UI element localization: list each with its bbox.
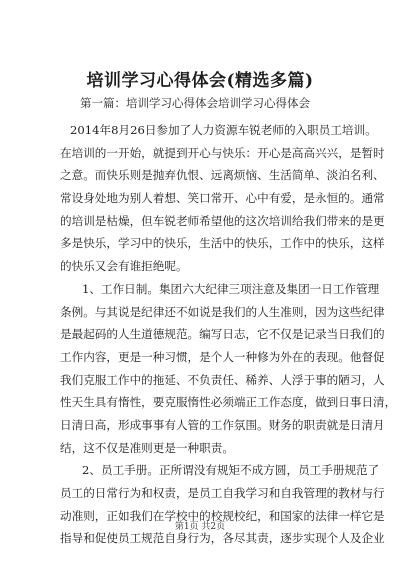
text-line: 性天生具有惰性，要克服惰性必须端正工作态度，做到日事日清， — [60, 395, 397, 410]
text-line: 2014年8月26日参加了人力资源车锐老师的入职员工培训。 — [70, 123, 377, 137]
text-line: 常设身处地为别人着想、笑口常开、心中有爱，是永恒的。通常 — [60, 191, 385, 206]
text-line: 动准则，正如我们在学校中的校规校纪，和国家的法律一样它是 — [60, 508, 385, 523]
document-title: 培训学习心得体会(精选多篇) — [86, 71, 314, 91]
text-line: 工作内容，更是一种习惯，是个人一种修为外在的表现。他督促 — [60, 349, 385, 364]
text-line: 2、员工手册。正所谓没有规矩不成方圆，员工手册规范了 — [82, 463, 380, 478]
text-line: 多是快乐，学习中的快乐，生活中的快乐，工作中的快乐，这样 — [60, 236, 385, 251]
text-line: 日清日高，形成事事有人管的工作氛围。财务的职责就是日清月 — [60, 417, 385, 432]
text-line: 1、工作日制。集团六大纪律三项注意及集团一日工作管理 — [82, 281, 380, 296]
section-heading: 第一篇：培训学习心得体会培训学习心得体会 — [80, 96, 310, 110]
text-line: 结，这不仅是准则更是一种职责。 — [60, 440, 234, 455]
body-text — [60, 119, 397, 550]
text-line: 的培训是枯燥，但车锐老师希望他的这次培训给我们带来的是更 — [60, 213, 385, 228]
text-line: 是最起码的人生道德规范。编写日志，它不仅是记录当日我们的 — [60, 327, 385, 342]
text-line: 条例。与其说是纪律还不如说是我们的人生准则，因为这些纪律 — [60, 304, 385, 319]
page-number: 第1页 共2页 — [174, 522, 226, 532]
text-line: 之意。而快乐则是抛弃仇恨、远离烦恼、生活简单、淡泊名利、 — [60, 168, 385, 183]
text-line: 的快乐又会有谁拒绝呢。 — [60, 259, 188, 274]
text-line: 指导和促使员工规范自身行为，各尽其责，逐步实现个人及企业 — [60, 531, 385, 546]
text-line: 在培训的一开始，就提到开心与快乐：开心是高高兴兴，是暂时 — [60, 145, 385, 160]
text-line: 我们克服工作中的拖延、不负责任、稀养、人浮于事的陋习，人 — [60, 372, 385, 387]
text-line: 员工的日常行为和权责，是员工自我学习和自我管理的教材与行 — [60, 486, 385, 500]
